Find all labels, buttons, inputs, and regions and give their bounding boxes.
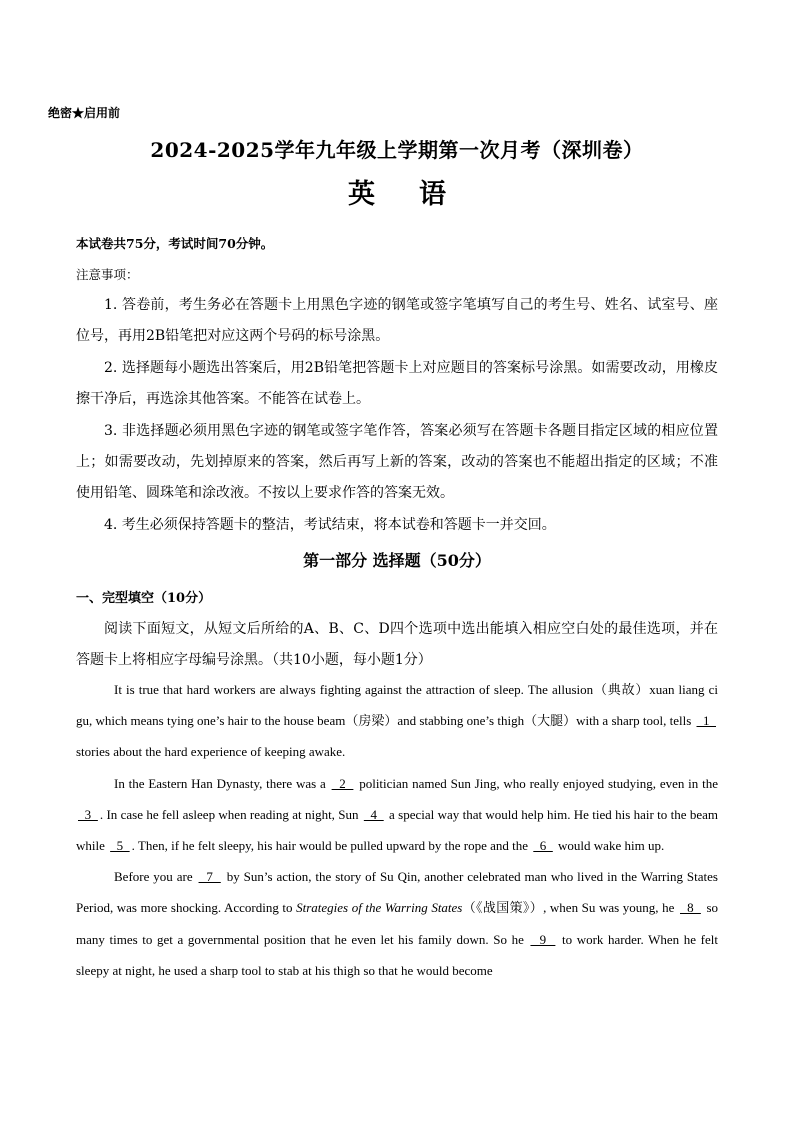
section-heading: 一、完型填空（10分） [76, 591, 212, 606]
passage-text: （《战国策》）, when Su was young, he [462, 900, 678, 916]
passage-text: would wake him up. [554, 838, 665, 854]
passage-text: . Then, if he felt sleepy, his hair would be pulled upward by the rope and the [131, 838, 532, 854]
notice-item: 1. 答卷前，考生务必在答题卡上用黑色字迹的钢笔或签字笔填写自己的考生号、姓名、试室号、座位号，再用2B铅笔把对应这两个号码的标号涂黑。 [76, 297, 718, 345]
exam-info: 本试卷共75分，考试时间70分钟。 [76, 236, 274, 251]
passage-paragraph-3 [76, 861, 718, 986]
passage-text: politician named Sun Jing, who really enjoyed studying, even in the [355, 775, 718, 791]
blank-1: 1 [696, 713, 716, 729]
notices-list [76, 290, 718, 541]
passage-text: a special way that would help him. He tied his hair to the beam while [76, 806, 718, 854]
passage-text: stories about the hard experience of keeping awake. [76, 744, 346, 760]
passage-paragraph-2 [76, 768, 718, 862]
passage-text: . In case he fell asleep when reading at night, Sun [99, 806, 362, 822]
notice-item: 4. 考生必须保持答题卡的整洁，考试结束，将本试卷和答题卡一并交回。 [104, 516, 556, 533]
subject-char-2: 语 [419, 179, 446, 210]
passage-text: to work harder. When he felt sleepy at night, he used a sharp tool to stab at his thigh so that he would become [76, 931, 718, 978]
confidential-label: 绝密★启用前 [48, 106, 121, 120]
blank-5: 5 [110, 838, 130, 854]
blank-6: 6 [533, 838, 553, 854]
blank-7: 7 [198, 869, 221, 885]
passage-text: Before you are [114, 869, 197, 885]
part-one-heading: 第一部分 选择题（50分） [303, 551, 491, 570]
blank-2: 2 [331, 775, 354, 791]
passage-paragraph-1 [76, 674, 718, 768]
blank-3: 3 [78, 806, 98, 822]
section-instructions: 阅读下面短文，从短文后所给的A、B、C、D四个选项中选出能填入相应空白处的最佳选项，并在答题卡上将相应字母编号涂黑。（共10小题，每小题1分） [76, 621, 718, 668]
subject-char-1: 英 [348, 179, 375, 210]
notice-item: 2. 选择题每小题选出答案后，用2B铅笔把答题卡上对应题目的答案标号涂黑。如需要改动，用橡皮擦干净后，再选涂其他答案。不能答在试卷上。 [76, 359, 718, 408]
blank-8: 8 [680, 900, 701, 916]
notices-heading: 注意事项： [76, 267, 139, 282]
cloze-passage [76, 674, 718, 986]
book-title: Strategies of the Warring States [296, 900, 463, 916]
passage-text: by Sun’s action, the story of Su Qin, another celebrated man who lived in the Warring States Period, was more shocking. According to [76, 869, 718, 916]
passage-text: so many times to get a governmental position that he even let his family down. So he [76, 900, 719, 947]
blank-4: 4 [363, 806, 384, 822]
exam-title: 2024-2025学年九年级上学期第一次月考（深圳卷） [150, 138, 644, 162]
passage-text: In the Eastern Han Dynasty, there was a [114, 775, 330, 791]
blank-9: 9 [530, 931, 556, 947]
subject-title [0, 172, 794, 211]
passage-text: It is true that hard workers are always fighting against the attraction of sleep. The allusion（典故）xuan liang ci gu, which means tying one’s hair to the house beam（房梁）and stabbing one’s thigh（大腿）with a sharp tool, tells [76, 682, 718, 729]
notice-item: 3. 非选择题必须用黑色字迹的钢笔或签字笔作答，答案必须写在答题卡各题目指定区域的相应位置上；如需要改动，先划掉原来的答案，然后再写上新的答案，改动的答案也不能超出指定的区域；不准使用铅笔、圆珠笔和涂改液。不按以上要求作答的答案无效。 [76, 422, 718, 502]
